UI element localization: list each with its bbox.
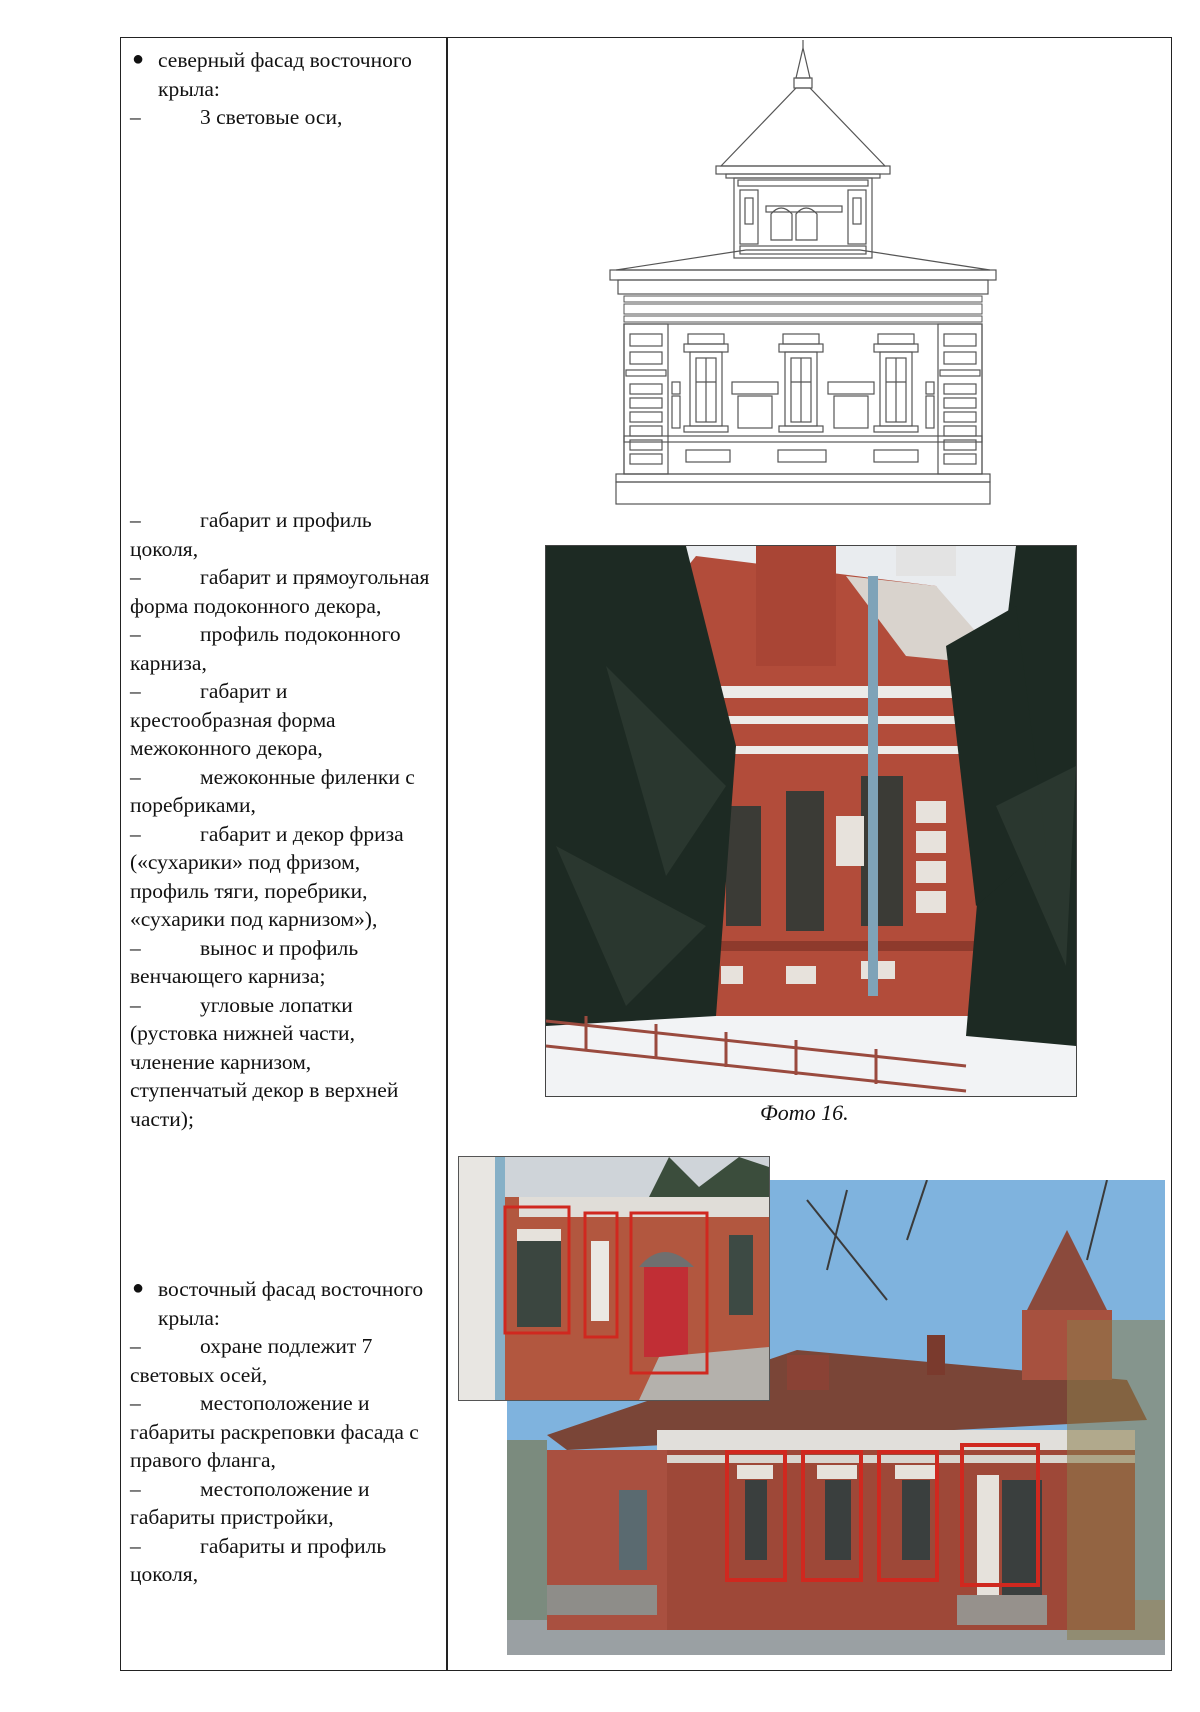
dash-icon: – (130, 764, 141, 789)
dash-icon: – (130, 1533, 141, 1558)
dash-text: габарит и декор фриза («сухарики» под фризом, профиль тяги, поребрики, «сухарики под карнизом»), (130, 821, 404, 931)
dash-text: вынос и профиль венчающего карниза; (130, 935, 359, 988)
dash-text: межоконные филенки с поребриками, (130, 764, 415, 817)
block-north-facade (130, 46, 430, 132)
dash-item (130, 820, 430, 934)
dash-icon: – (130, 821, 141, 846)
dash-text: 3 световые оси, (200, 105, 343, 129)
dash-text: угловые лопатки (рустовка нижней части, членение карнизом, ступенчатый декор в верхней части); (130, 992, 399, 1131)
dash-text: габарит и прямоугольная форма подоконного декора, (130, 565, 430, 618)
dash-item (130, 1475, 430, 1532)
dash-icon: – (130, 105, 141, 129)
dash-item (130, 763, 430, 820)
dash-item (130, 563, 430, 620)
photo-caption: Фото 16. (760, 1100, 849, 1125)
photo-inset-entrance (458, 1156, 770, 1401)
dash-icon: – (130, 1334, 141, 1358)
dash-icon: – (130, 508, 141, 532)
dash-text: габарит и крестообразная форма межоконного декора, (130, 679, 336, 760)
dash-item (130, 1389, 430, 1475)
facade-drawing (606, 38, 1001, 513)
bullet-text: восточный фасад восточного крыла: (158, 1277, 424, 1330)
dash-item (130, 677, 430, 763)
dash-text: габариты и профиль цоколя, (130, 1533, 387, 1586)
dash-item (130, 1332, 430, 1389)
column-divider (446, 37, 448, 1671)
dash-text: охране подлежит 7 световых осей, (130, 1334, 373, 1387)
dash-item (130, 103, 430, 132)
dash-icon: – (130, 565, 141, 589)
dash-item (130, 991, 430, 1134)
dash-icon: – (130, 992, 141, 1017)
dash-text: местоположение и габариты раскреповки фасада с правого фланга, (130, 1391, 419, 1472)
dash-icon: – (130, 935, 141, 960)
bullet-item (130, 1275, 430, 1332)
dash-item (130, 620, 430, 677)
photo-16 (545, 545, 1077, 1097)
bullet-icon: ● (132, 48, 145, 70)
dash-text: габарит и профиль цоколя, (130, 508, 372, 561)
dash-icon: – (130, 679, 141, 703)
dash-icon: – (130, 622, 141, 646)
dash-icon: – (130, 1391, 141, 1415)
dash-item (130, 1532, 430, 1589)
dash-text: местоположение и габариты пристройки, (130, 1476, 370, 1529)
bullet-text: северный фасад восточного крыла: (158, 48, 412, 101)
bullet-icon: ● (132, 1277, 145, 1299)
dash-icon: – (130, 1476, 141, 1501)
dash-text: профиль подоконного карниза, (130, 622, 401, 675)
bullet-item (130, 46, 430, 103)
block-east-facade (130, 1275, 430, 1589)
dash-item (130, 506, 430, 563)
dash-item (130, 934, 430, 991)
block-north-facade-details (130, 506, 430, 1133)
